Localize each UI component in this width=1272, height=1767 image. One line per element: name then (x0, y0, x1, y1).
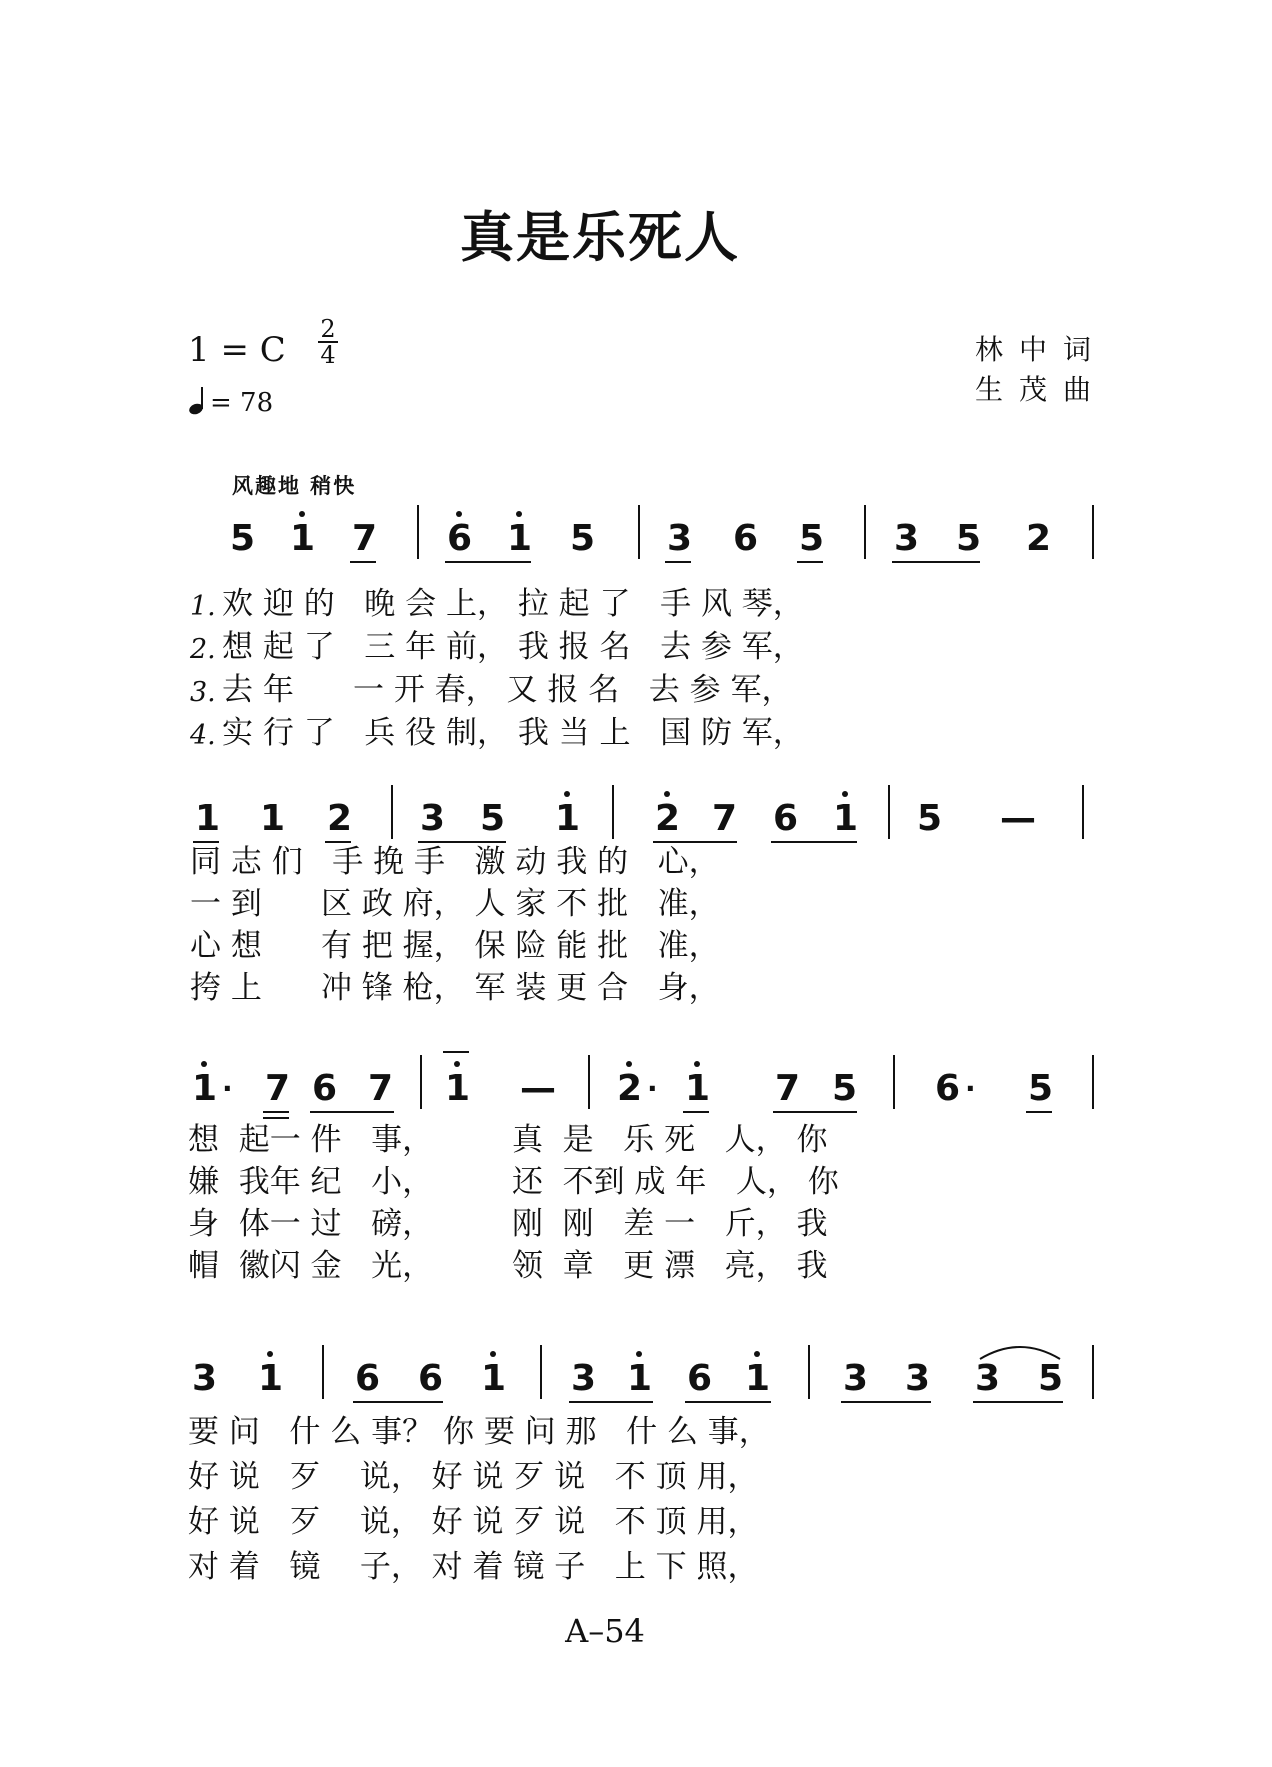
barline (893, 1055, 895, 1109)
note: 1 (555, 798, 581, 839)
verse-number: 1. (190, 591, 216, 622)
lyric-line: 心 想 有 把 握， 保 险 能 批 准， (190, 928, 720, 964)
barline (391, 785, 393, 839)
note: 1 (258, 1358, 284, 1399)
note: 7 (775, 1068, 801, 1109)
key-signature: 1 = C (188, 330, 286, 370)
composer-credit: 生茂曲 (975, 373, 1108, 406)
note: 6 (312, 1068, 338, 1109)
lyric-line: 想 起一 件 事， 真 是 乐 死 人， 你 (188, 1122, 828, 1158)
quarter-note-icon (188, 385, 210, 415)
note: 5 (1028, 1068, 1054, 1109)
barline (612, 785, 614, 839)
note: 3 (975, 1358, 1001, 1399)
time-sig-bottom: 4 (320, 341, 336, 369)
note: 6 (935, 1068, 961, 1109)
note: 2 (655, 798, 681, 839)
verse-number: 3. (190, 677, 216, 708)
note: 2 (327, 798, 353, 839)
note: 6 (355, 1358, 381, 1399)
note: 1 (507, 518, 533, 559)
notation-row (0, 1055, 1272, 1125)
barline (1092, 505, 1094, 559)
lyric-line: 好 说 歹 说， 好 说 歹 说 不 顶 用， (188, 1504, 759, 1540)
lyric-line: 身 体一 过 磅， 刚 刚 差 一 斤， 我 (188, 1206, 828, 1242)
note: 6 (773, 798, 799, 839)
barline (1092, 1345, 1094, 1399)
tie-arc (978, 1341, 1062, 1361)
dash: — (520, 1068, 556, 1109)
tempo-value: = 78 (210, 388, 274, 418)
note: 1 (481, 1358, 507, 1399)
note: 3 (192, 1358, 218, 1399)
time-signature (318, 315, 338, 369)
music-system-4 (0, 1345, 1272, 1595)
verse-number: 2. (190, 634, 216, 665)
expression-marking: 风趣地 稍快 (232, 474, 357, 498)
lyric-line: 同 志 们 手 挽 手 激 动 我 的 心， (190, 844, 720, 880)
barline (588, 1055, 590, 1109)
note: 5 (480, 798, 506, 839)
lyric-line: 实 行 了 兵 役 制， 我 当 上 国 防 军， (222, 715, 804, 751)
note: 3 (905, 1358, 931, 1399)
note: 2 (1026, 518, 1052, 559)
note: 6 (418, 1358, 444, 1399)
note: 6 (733, 518, 759, 559)
barline (1082, 785, 1084, 839)
barline (888, 785, 890, 839)
note: 1 (192, 1068, 218, 1109)
note: 5 (230, 518, 256, 559)
note: 1 (445, 1068, 471, 1109)
music-system-1 (0, 505, 1272, 751)
note: 6 (687, 1358, 713, 1399)
page-number: A–54 (565, 1612, 645, 1650)
notation-row (0, 505, 1272, 575)
lyric-line: 去 年 一 开 春， 又 报 名 去 参 军， (222, 672, 793, 708)
tempo-marking (188, 385, 273, 418)
lyric-line: 好 说 歹 说， 好 说 歹 说 不 顶 用， (188, 1459, 759, 1495)
time-sig-top: 2 (320, 315, 336, 343)
notation-row (0, 1345, 1272, 1415)
barline (540, 1345, 542, 1399)
lyric-line: 帽 徽闪 金 光， 领 章 更 漂 亮， 我 (188, 1248, 828, 1284)
barline (638, 505, 640, 559)
note: 2 (617, 1068, 643, 1109)
note: 5 (917, 798, 943, 839)
barline (417, 505, 419, 559)
note: 3 (420, 798, 446, 839)
note: 1 (745, 1358, 771, 1399)
note: 7 (368, 1068, 394, 1109)
barline (864, 505, 866, 559)
lyric-line: 一 到 区 政 府， 人 家 不 批 准， (190, 886, 720, 922)
lyric-line: 对 着 镜 子， 对 着 镜 子 上 下 照， (188, 1549, 759, 1585)
lyricist-credit: 林中词 (975, 333, 1108, 366)
barline (420, 1055, 422, 1109)
lyric-line: 欢 迎 的 晚 会 上， 拉 起 了 手 风 琴， (222, 586, 804, 622)
barline (1092, 1055, 1094, 1109)
lyric-line: 嫌 我年 纪 小， 还 不到 成 年 人， 你 (188, 1164, 839, 1200)
note: 3 (894, 518, 920, 559)
note: 5 (956, 518, 982, 559)
note: 5 (832, 1068, 858, 1109)
note: 3 (571, 1358, 597, 1399)
note: 1 (627, 1358, 653, 1399)
note: 1 (685, 1068, 711, 1109)
dash: — (1000, 798, 1036, 839)
lyric-line: 挎 上 冲 锋 枪， 军 装 更 合 身， (190, 970, 720, 1006)
music-system-3 (0, 1055, 1272, 1285)
lyric-line: 想 起 了 三 年 前， 我 报 名 去 参 军， (222, 629, 804, 665)
note: 7 (352, 518, 378, 559)
note: 1 (260, 798, 286, 839)
credits (975, 330, 1107, 410)
note: 1 (833, 798, 859, 839)
dot-mark: · (965, 1072, 976, 1105)
note: 5 (799, 518, 825, 559)
note: 7 (265, 1068, 291, 1109)
note: 1 (290, 518, 316, 559)
dot-mark: · (647, 1072, 658, 1105)
verse-number: 4. (190, 720, 216, 751)
dot-mark: · (222, 1072, 233, 1105)
note: 3 (843, 1358, 869, 1399)
note: 3 (667, 518, 693, 559)
song-title: 真是乐死人 (460, 206, 740, 269)
note: 5 (570, 518, 596, 559)
music-system-2 (0, 785, 1272, 1015)
lyric-line: 要 问 什 么 事？ 你 要 问 那 什 么 事， (188, 1414, 770, 1450)
note: 1 (195, 798, 221, 839)
barline (322, 1345, 324, 1399)
note: 7 (712, 798, 738, 839)
note: 5 (1038, 1358, 1064, 1399)
note: 6 (447, 518, 473, 559)
barline (808, 1345, 810, 1399)
